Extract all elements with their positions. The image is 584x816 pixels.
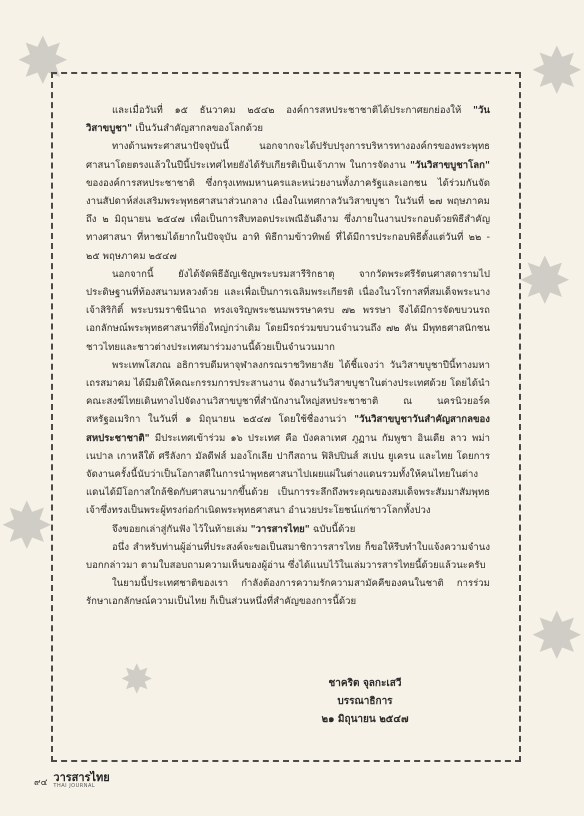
paragraph-text: จึงขอยกเล่าสู่กันฟัง ไว้ในท้ายเล่ม <box>112 523 251 535</box>
paragraph-text: อนึ่ง สำหรับท่านผู้อ่านที่ประสงค์จะขอเป็นสมาชิกวารสารไทย ก็ขอให้รีบทำใบแจ้งความจำนงบอกกล่าวมา ตามใบสอบถามความเห็นของผู้อ่าน ซึ่งได้แนบไว้ในเล่มวารสารไทยนี้ด้วยแล้วนะครับ <box>86 541 490 572</box>
paragraph <box>86 357 490 521</box>
editor-role: บรรณาธิการ <box>337 696 393 707</box>
journal-logo <box>53 771 110 790</box>
paragraph-text: เป็นวันสำคัญสากลของโลกด้วย <box>132 123 263 135</box>
paragraph <box>86 102 490 138</box>
emphasized-text: "วันวิสาขบูชา" <box>86 105 490 135</box>
paragraph-text: มีประเทศเข้าร่วม ๑๖ ประเทศ คือ บังคลาเทศ ภูฏาน กัมพูชา อินเดีย ลาว พม่า เนปาล เกาหลีใต้ ศรีลังกา มัลดีฟส์ มองโกเลีย ปากีสถาน ฟิลิปปินส์ สเปน ยูเครน และไทย โดยการจัดงานครั้งนี้นับว่าเป็นโอกาสดีในการนำพุทธศาสนาไปเผยแผ่ในต่างแดนรวมทั้งให้คนไทยในต่างแดนได้มีโอกาสใกล้ชิดกับศาสนามากขึ้นด้วย เป็นการระลึกถึงพระคุณของสมเด็จพระสัมมาสัมพุทธเจ้าซึ่งทรงเป็นพระผู้ทรงก่อกำเนิดพระพุทธศาสนา อำนวยประโยชน์แก่ชาวโลกทั้งปวง <box>86 432 490 517</box>
emphasized-text: "วารสารไทย" <box>250 523 310 535</box>
signature-date: ๒๑ มิถุนายน ๒๕๔๗ <box>321 714 409 725</box>
paragraph <box>86 266 490 357</box>
emphasized-text: "วันวิสาขบูชาโลก" <box>410 159 490 171</box>
logo-subtext: THAI JOURNAL <box>53 783 96 789</box>
star-decoration-icon: ✸ <box>530 600 584 674</box>
emphasized-text: "วันวิสาขบูชาวันสำคัญสากลของสหประชาชาติ" <box>86 414 490 444</box>
paragraph <box>86 521 490 539</box>
star-decoration-icon: ✸ <box>530 35 584 109</box>
paragraph <box>86 539 490 575</box>
paragraph-text: ในยามนี้ประเทศชาติของเรา กำลังต้องการความรักความสามัคคีของคนในชาติ การร่วมรักษาเอกลักษณ์ความเป็นไทย ก็เป็นส่วนหนึ่งที่สำคัญของการนี้ด้วย <box>86 578 490 608</box>
editorial-body <box>86 102 490 612</box>
logo-text: วารสารไทย <box>53 771 110 784</box>
star-decoration-icon: ✸ <box>0 490 54 564</box>
paragraph-text: และเมื่อวันที่ ๑๕ ธันวาคม ๒๕๔๒ องค์การสหประชาชาติได้ประกาศยกย่องให้ <box>112 105 474 116</box>
star-decoration-icon: ✸ <box>120 657 154 703</box>
paragraph-text: ขององค์การสหประชาชาติ ซึ่งกรุงเทพมหานครและหน่วยงานทั้งภาครัฐและเอกชน ได้ร่วมกันจัดงานสัปดาห์ส่งเสริมพระพุทธศาสนาส่วนกลาง เนื่องในเทศกาลวันวิสาขบูชา ในวันที่ ๒๗ พฤษภาคม ถึง ๒ มิถุนายน ๒๕๔๗ เพื่อเป็นการสืบทอดประเพณีอันดีงาม ซึ่งภายในงานประกอบด้วยพิธีสำคัญทางศาสนา ที่หาชมได้ยากในปัจจุบัน อาทิ พิธีกามข้าวทิพย์ ที่ได้มีการประกอบพิธีตั้งแต่วันที่ ๒๒ - ๒๕ พฤษภาคม ๒๕๔๗ <box>86 177 490 262</box>
signature-block <box>290 675 440 729</box>
page-number: ๙๔ <box>34 778 48 788</box>
star-decoration-icon: ✸ <box>16 25 70 99</box>
page-footer <box>34 772 110 792</box>
paragraph <box>86 138 490 265</box>
paragraph <box>86 575 490 611</box>
paragraph-text: พระเทพโสภณ อธิการบดีมหาจุฬาลงกรณราชวิทยาลัย ได้ชี้แจงว่า วันวิสาขบูชาปีนี้ทางมหาเถรสมาคม ได้มีมติให้คณะกรรมการประสานงาน จัดงานวันวิสาขบูชาในต่างประเทศด้วย โดยได้นำคณะสงฆ์ไทยเดินทางไปจัดงานวิสาขบูชาที่สำนักงานใหญ่สหประชาชาติ ณ นครนิวยอร์ค สหรัฐอเมริกา ในวันที่ ๑ มิถุนายน ๒๕๔๗ โดยใช้ชื่องานว่า <box>86 359 490 426</box>
paragraph-text: ทางด้านพระศาสนาปัจจุบันนี้ นอกจากจะได้ปรับปรุงการบริหารทางองค์กรของพระพุทธศาสนาโดยตรงแล้วในปีนี้ประเทศไทยยังได้รับเกียรติเป็นเจ้าภาพ ในการจัดงาน <box>86 141 490 171</box>
paragraph-text: ฉบับนี้ด้วย <box>309 523 356 535</box>
editor-name: ชาคริต จุลกะเสวี <box>328 678 402 689</box>
star-decoration-icon: ✸ <box>518 245 572 319</box>
paragraph-text: นอกจากนี้ ยังได้จัดพิธีอัญเชิญพระบรมสารีริกธาตุ จากวัดพระศรีรัตนศาสดารามไปประดิษฐานที่ท้องสนามหลวงด้วย และเพื่อเป็นการเฉลิมพระเกียรติ เนื่องในวโรกาสที่สมเด็จพระนางเจ้าสิริกิติ์ พระบรมราชินีนาถ ทรงเจริญพระชนมพรรษาครบ ๗๒ พรรษา จึงได้มีการจัดขบวนรถเอกลักษณ์พระพุทธศาสนาที่ยิ่งใหญ่กว่าเดิม โดยมีรถร่วมขบวนจำนวนถึง ๗๒ คัน มีพุทธศาสนิกชนชาวไทยและชาวต่างประเทศมาร่วมงานนี้ด้วยเป็นจำนวนมาก <box>86 268 490 353</box>
